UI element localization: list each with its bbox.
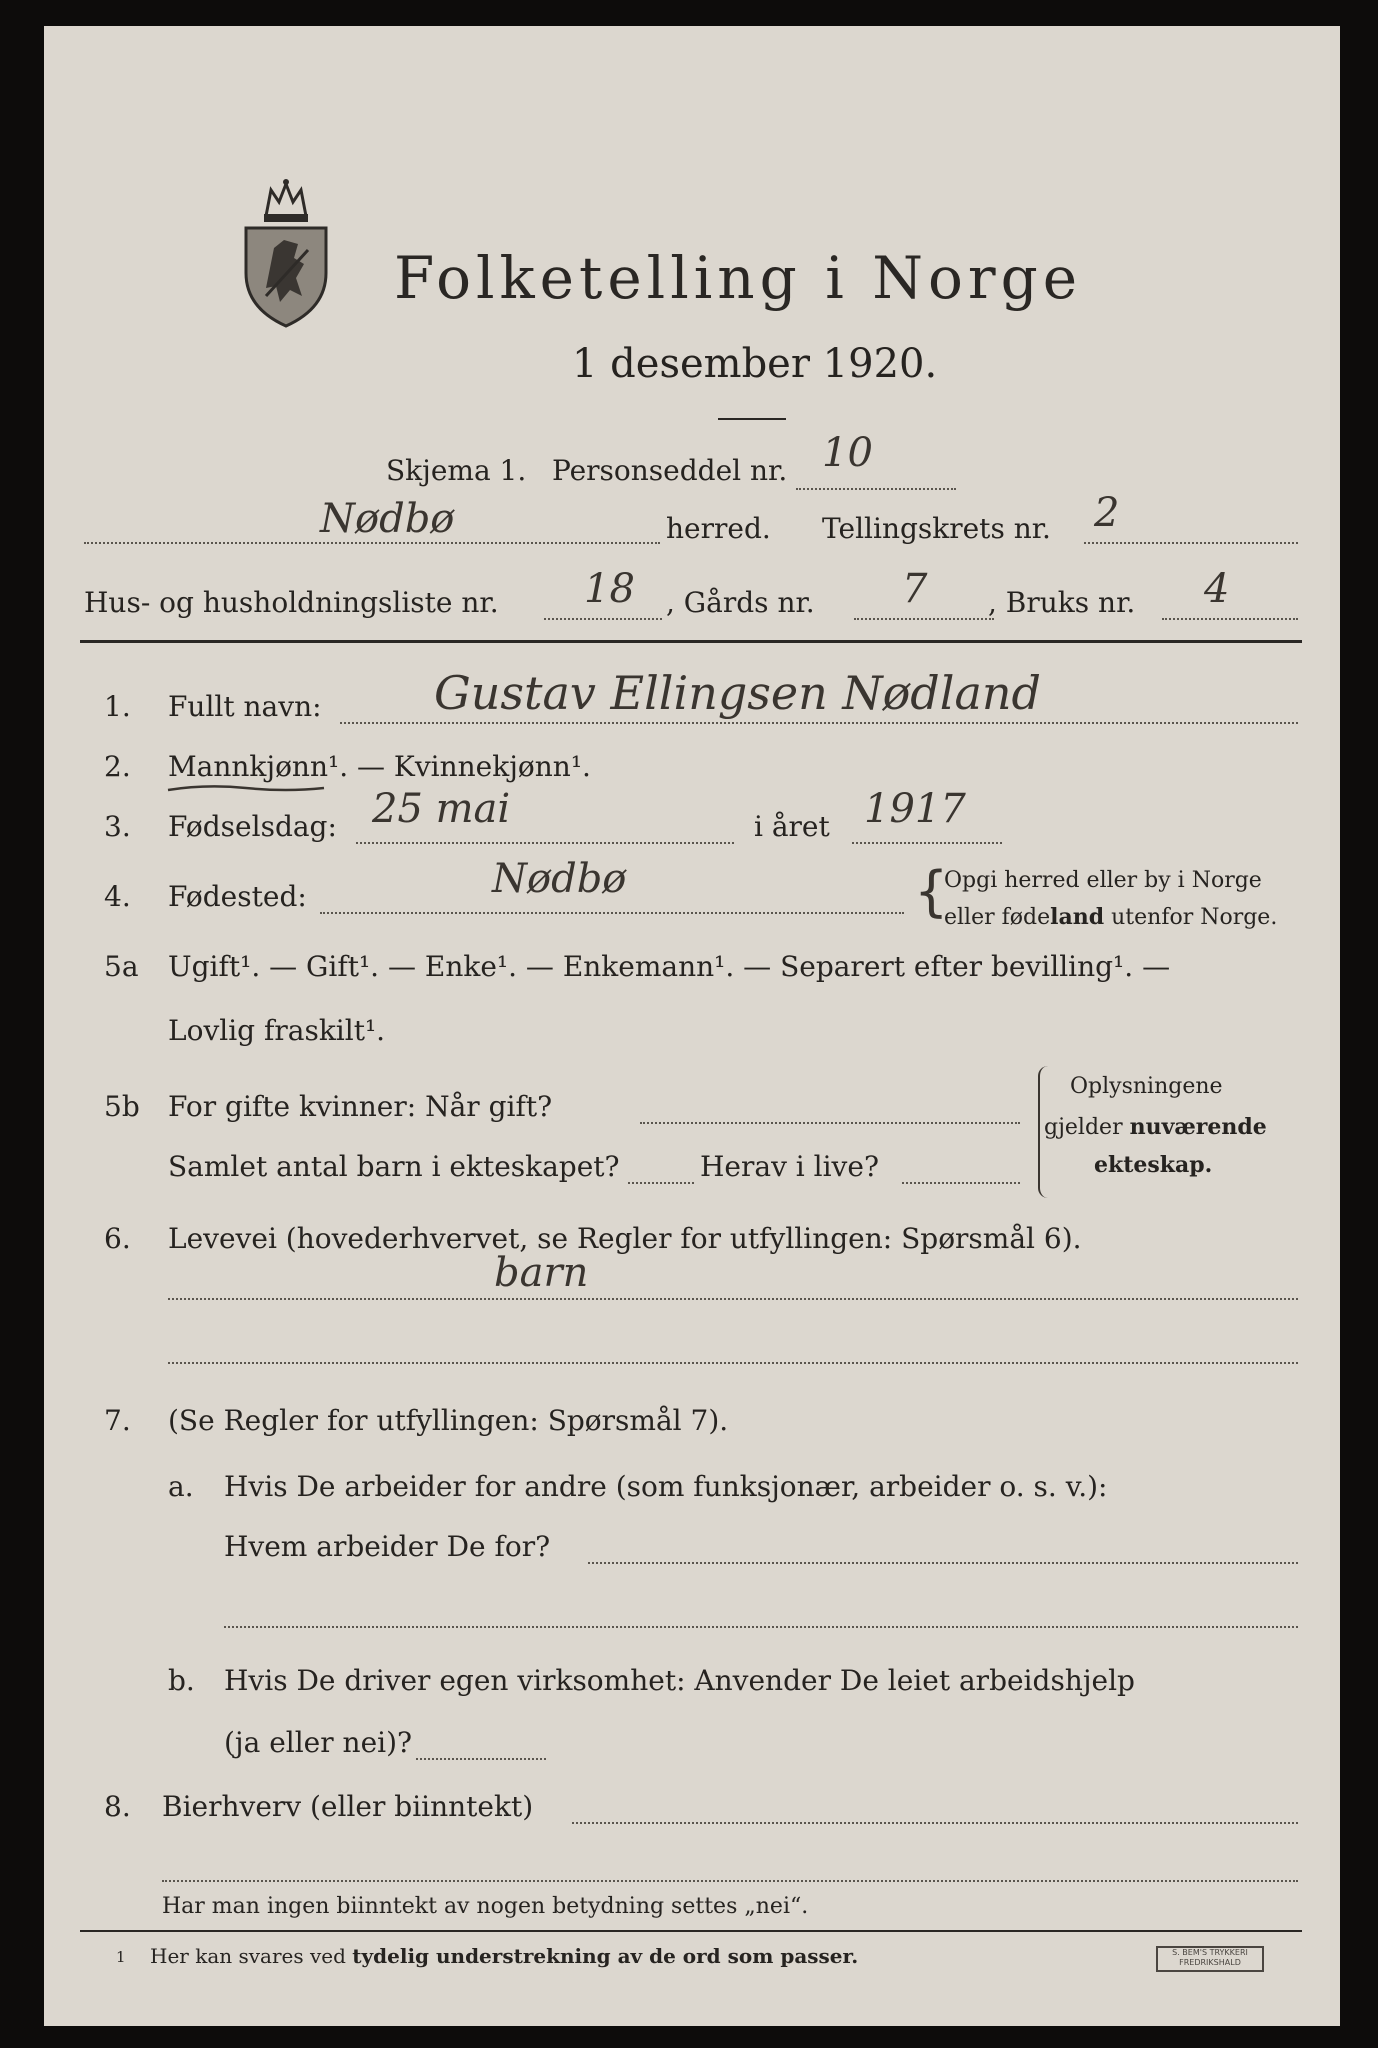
q8-note: Har man ingen biinntekt av nogen betydning settes „nei“.: [162, 1894, 809, 1919]
footnote-mark: 1: [116, 1948, 126, 1966]
q6-line2: [168, 1362, 1298, 1364]
q5b-note-line3: ekteskap.: [1094, 1152, 1213, 1178]
census-date: 1 desember 1920.: [572, 341, 938, 387]
gards-line: [854, 618, 994, 620]
q7a-line1: Hvis De arbeider for andre (som funksjonær, arbeider o. s. v.):: [224, 1470, 1108, 1503]
q7b-letter: b.: [168, 1664, 195, 1697]
husliste-line: [544, 618, 662, 620]
q2-label: Mannkjønn¹. — Kvinnekjønn¹.: [168, 750, 591, 783]
q6-label: Levevei (hovederhvervet, se Regler for utfyllingen: Spørsmål 6).: [168, 1222, 1082, 1255]
q5b-gift-line: [640, 1122, 1020, 1124]
q3-number: 3.: [104, 810, 131, 843]
aaret-label: i året: [754, 810, 830, 843]
birthplace-value: Nødbø: [492, 856, 627, 902]
q5b-number: 5b: [104, 1090, 140, 1123]
personseddel-line: [796, 488, 956, 490]
q4-label: Fødested:: [168, 880, 307, 913]
q5b-gift-label: For gifte kvinner: Når gift?: [168, 1090, 553, 1123]
full-name-value: Gustav Ellingsen Nødland: [434, 666, 1041, 720]
footnote-text: Her kan svares ved tydelig understrekning av de ord som passer.: [150, 1944, 859, 1968]
herred-value: Nødbø: [320, 496, 455, 542]
q8-label: Bierhverv (eller biinntekt): [162, 1790, 534, 1823]
header-separator: [80, 640, 1302, 643]
personseddel-label: Personseddel nr.: [552, 454, 788, 487]
q3-label: Fødselsdag:: [168, 810, 337, 843]
coat-of-arms-icon: [236, 178, 336, 328]
q3-year-line: [852, 842, 1002, 844]
mannkjonn-underline-icon: [166, 782, 326, 796]
q2-number: 2.: [104, 750, 131, 783]
q4-number: 4.: [104, 880, 131, 913]
stamp-line2: FREDRIKSHALD: [1179, 1958, 1241, 1967]
footer-separator: [80, 1930, 1302, 1932]
skjema-label: Skjema 1.: [386, 454, 527, 487]
birth-year-value: 1917: [864, 786, 966, 832]
bruks-line: [1162, 618, 1298, 620]
census-form: [44, 26, 1340, 2026]
q3-day-line: [356, 842, 734, 844]
q5b-barn-line: [628, 1182, 694, 1184]
q8-number: 8.: [104, 1790, 131, 1823]
q4-line: [320, 912, 904, 914]
q5b-live-line: [902, 1182, 1020, 1184]
q5b-live-label: Herav i live?: [700, 1150, 879, 1183]
tellingskrets-line: [1084, 542, 1298, 544]
q5a-line1: Ugift¹. — Gift¹. — Enke¹. — Enkemann¹. — Separert efter bevilling¹. —: [168, 950, 1171, 983]
title-divider: [718, 418, 786, 420]
q7a-letter: a.: [168, 1470, 194, 1503]
q4-note-line2: eller fødeland utenfor Norge.: [944, 904, 1278, 930]
tellingskrets-label: Tellingskrets nr.: [822, 512, 1051, 545]
bruks-number: 4: [1204, 566, 1230, 612]
q1-line: [340, 722, 1298, 724]
stamp-line1: S. BEM'S TRYKKERI: [1172, 1948, 1248, 1957]
bruks-label: , Bruks nr.: [988, 586, 1136, 619]
q8-line2: [162, 1880, 1298, 1882]
tellingskrets-number: 2: [1094, 490, 1120, 536]
q7a-line2: Hvem arbeider De for?: [224, 1530, 551, 1563]
printer-stamp: [1156, 1946, 1264, 1972]
q5b-barn-label: Samlet antal barn i ekteskapet?: [168, 1150, 620, 1183]
q7a-line: [588, 1562, 1298, 1564]
q7a-extra-line: [224, 1626, 1298, 1628]
form-title: Folketelling i Norge: [394, 244, 1083, 312]
q4-note-line1: Opgi herred eller by i Norge: [944, 868, 1262, 893]
birth-day-value: 25 mai: [372, 786, 511, 832]
q7-number: 7.: [104, 1404, 131, 1437]
q5a-line2: Lovlig fraskilt¹.: [168, 1014, 386, 1047]
q5b-note-line1: Oplysningene: [1070, 1074, 1223, 1099]
q1-label: Fullt navn:: [168, 690, 322, 723]
gards-label: , Gårds nr.: [666, 586, 815, 619]
q1-number: 1.: [104, 690, 131, 723]
levevei-value: barn: [494, 1250, 589, 1296]
q7b-line2: (ja eller nei)?: [224, 1726, 413, 1759]
q6-line1: [168, 1298, 1298, 1300]
q5b-note-line2: gjelder nuværende: [1044, 1114, 1267, 1140]
husliste-number: 18: [584, 566, 635, 612]
husliste-label: Hus- og husholdningsliste nr.: [84, 586, 499, 619]
q8-line1: [572, 1822, 1298, 1824]
q7b-line: [416, 1758, 546, 1760]
personseddel-number: 10: [822, 430, 873, 476]
q5a-number: 5a: [104, 950, 139, 983]
q4-brace: {: [914, 860, 949, 923]
q7b-line1: Hvis De driver egen virksomhet: Anvender De leiet arbeidshjelp: [224, 1664, 1135, 1697]
herred-label: herred.: [666, 512, 771, 545]
herred-line: [84, 542, 660, 544]
q7-label: (Se Regler for utfyllingen: Spørsmål 7).: [168, 1404, 729, 1437]
gards-number: 7: [902, 566, 928, 612]
q6-number: 6.: [104, 1222, 131, 1255]
